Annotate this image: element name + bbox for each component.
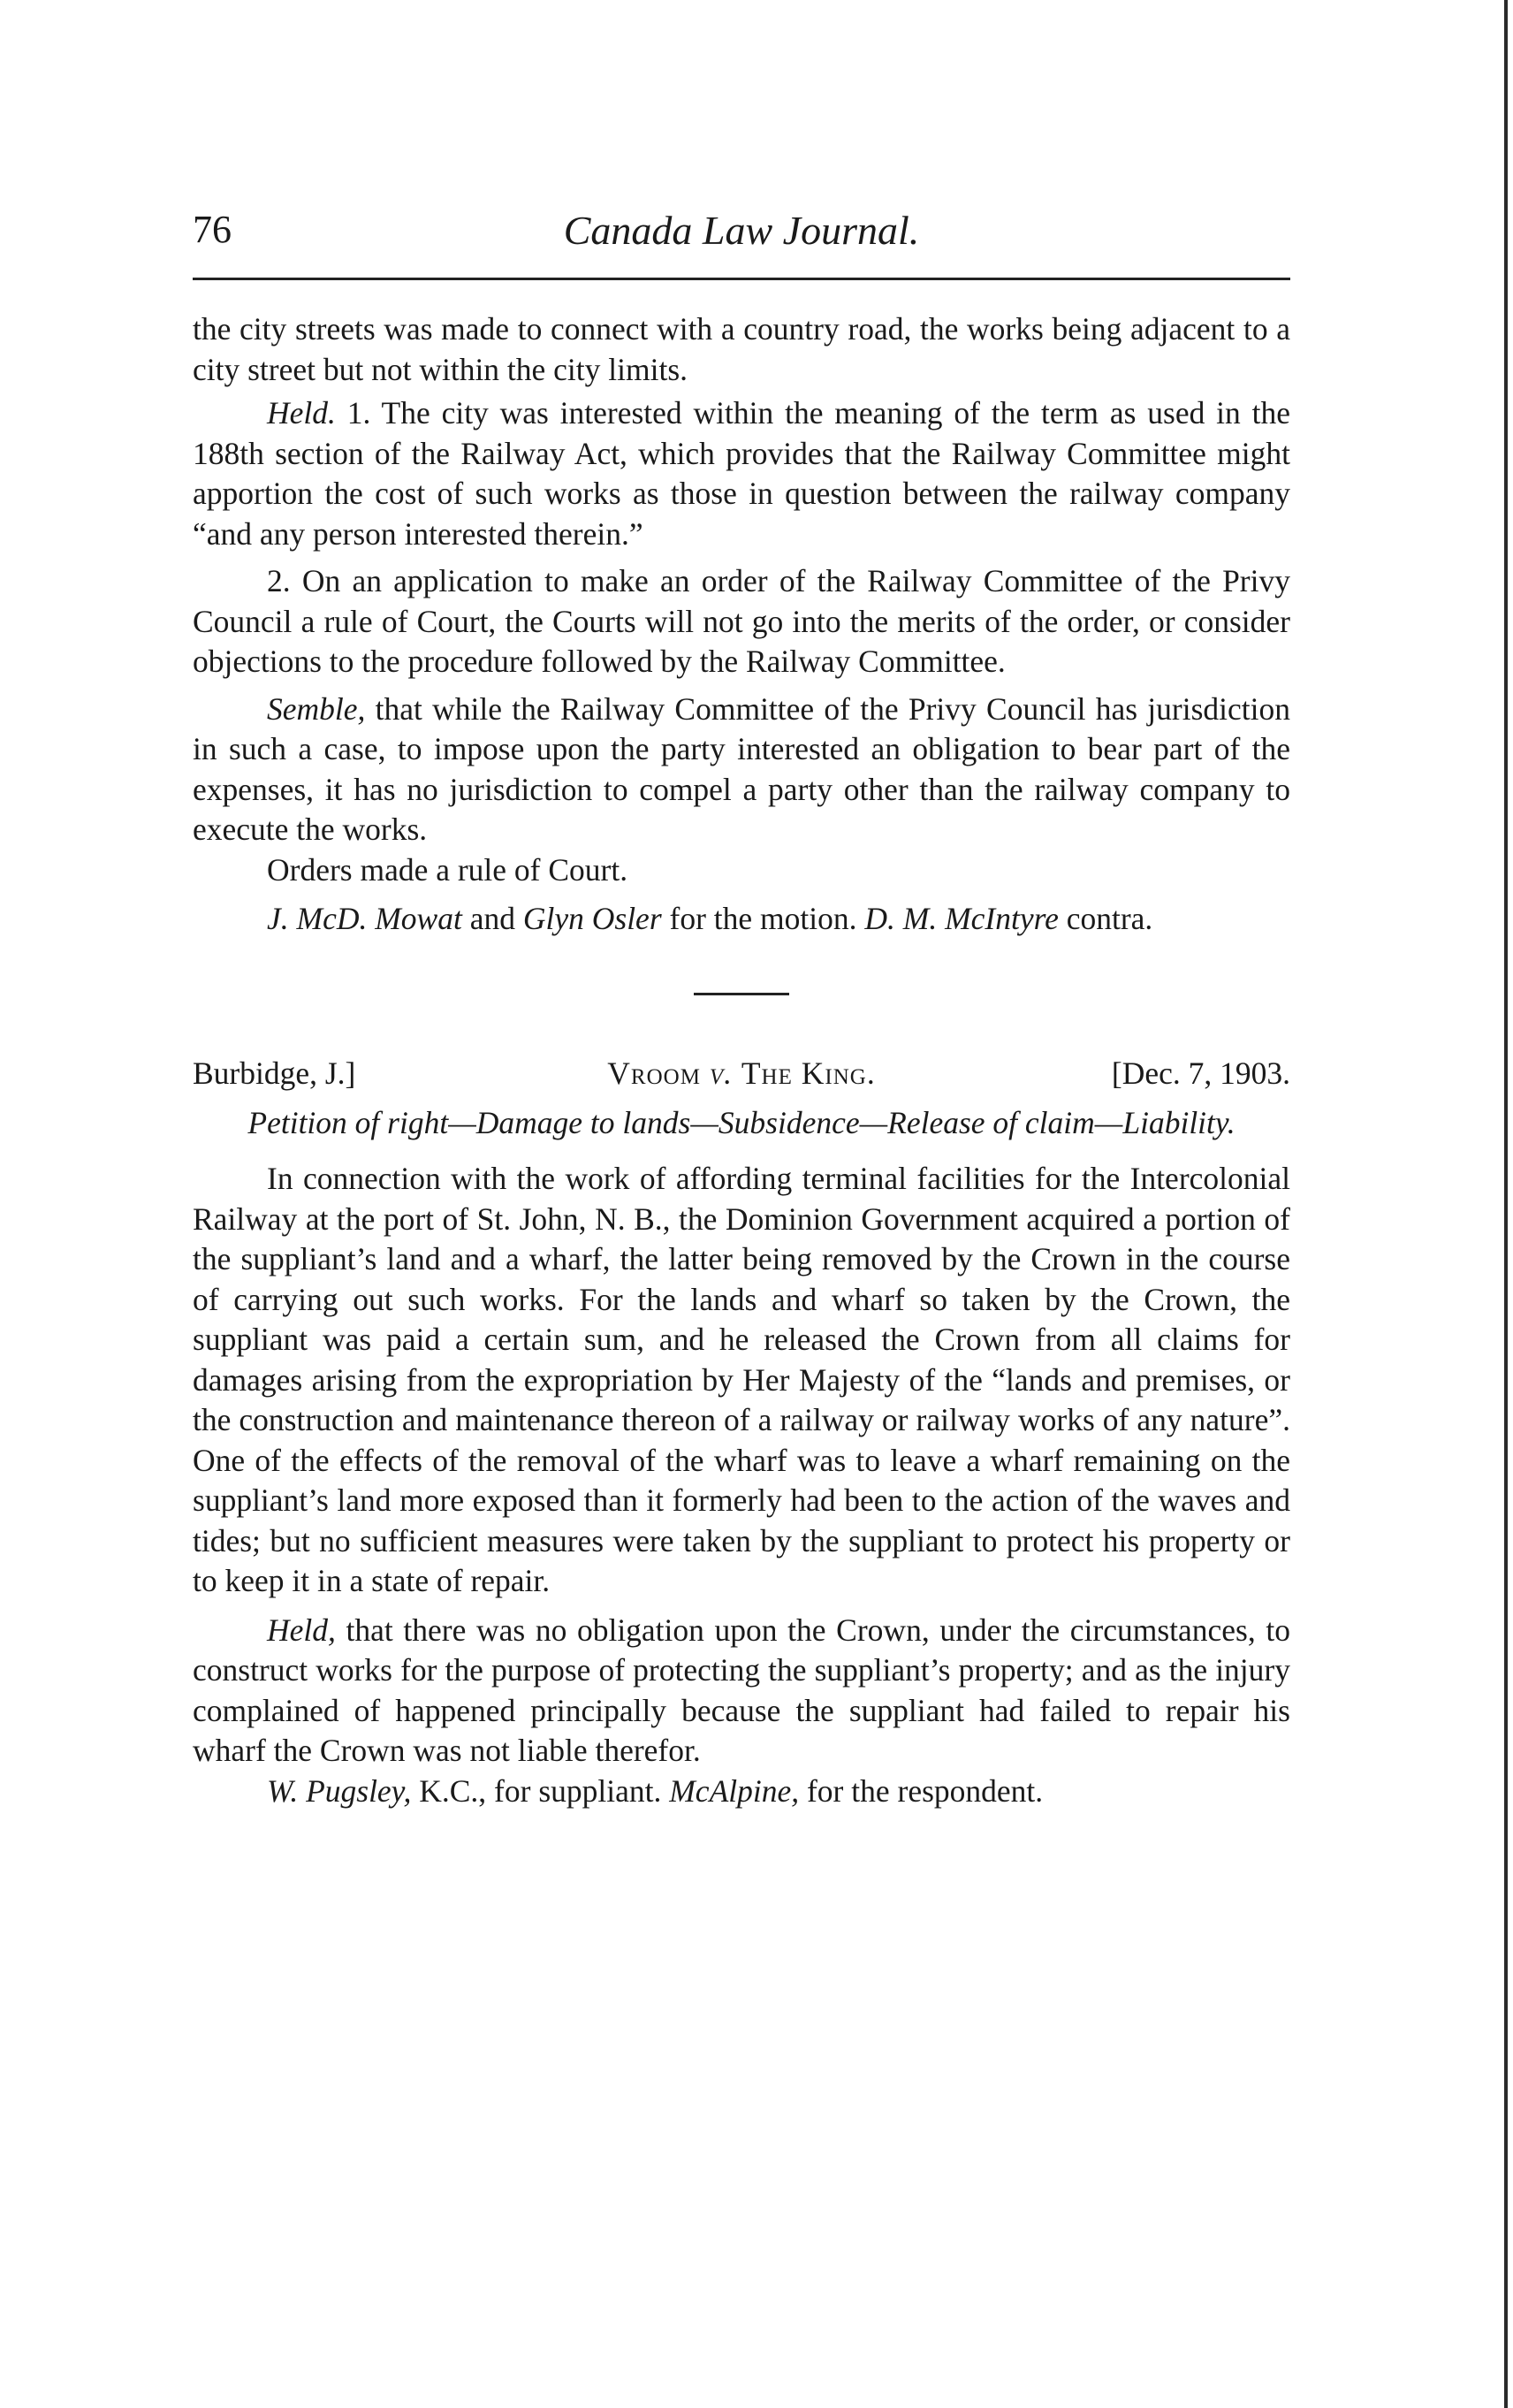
semble-text: that while the Railway Committee of the Privy Council has jurisdiction in such a case, to impose upon the party interested an obligation to bear part of the expenses, it has no jurisdiction to compel a party other than the railway company to execute the works.: [193, 690, 1290, 847]
orders-line: Orders made a rule of Court.: [267, 851, 628, 888]
case-heading: [193, 1054, 1290, 1094]
counsel-name-mcalpine: McAlpine,: [669, 1772, 800, 1809]
counsel-paragraph-2: [193, 1772, 1290, 1812]
held-paragraph: [193, 393, 1290, 554]
counsel-and: and: [461, 901, 523, 936]
point-two-paragraph: 2. On an application to make an order of the Railway Committee of the Privy Council a rule of Court, the Courts will not go into the merits of the order, or consider objections to the procedure followed by the Railway Committee.: [193, 563, 1290, 679]
held-text: 1. The city was interested within the meaning of the term as used in the 188th section of the Railway Act, which provides that the Railway Committee might apportion the cost of such works as those in question between the railway company “and any person interested therein.”: [193, 395, 1290, 552]
counsel-name-pugsley: W. Pugsley,: [267, 1772, 412, 1809]
case-facts-paragraph: In connection with the work of affording terminal facilities for the Intercolonial Railway at the port of St. John, N. B., the Dominion Government acquired a portion of the suppliant’s land and a wharf, the latter being removed by the Crown in the course of carrying out such works. For the lands and wharf so taken by the Crown, the suppliant was paid a certain sum, and he released the Crown from all claims for damages arising from the expropriation by Her Majesty of the “lands and premises, or the construction and maintenance thereon of a railway or railway works of any nature”. One of the effects of the removal of the wharf was to leave a wharf remaining on the suppliant’s land more exposed than it formerly had been to the action of the waves and tides; but no sufficient measures were taken by the suppliant to protect his property or to keep it in a state of repair.: [193, 1161, 1290, 1598]
page-body: [193, 309, 1290, 1811]
held-label-2: Held,: [267, 1612, 336, 1648]
counsel-name-mowat: J. McD. Mowat: [267, 901, 462, 936]
held-label: Held.: [267, 395, 336, 431]
counsel-for-motion: for the motion.: [661, 901, 865, 936]
section-divider: [694, 993, 789, 995]
case-title-party-1: Vroom: [607, 1055, 701, 1091]
held-paragraph-2: [193, 1611, 1290, 1772]
case-continued: [193, 309, 1290, 940]
page-edge-line: [1504, 0, 1508, 2408]
semble-paragraph: [193, 690, 1290, 850]
case-date: [Dec. 7, 1903.: [1111, 1055, 1290, 1091]
counsel-for-respondent: for the respondent.: [799, 1772, 1044, 1809]
counsel-for-suppliant: K.C., for suppliant.: [411, 1772, 670, 1809]
case-continuation-text: the city streets was made to connect with a country road, the works being adjacent to a city street but not within the city limits.: [193, 311, 1290, 387]
page-header: [193, 202, 1290, 280]
counsel-paragraph: [193, 899, 1290, 940]
counsel-name-mcintyre: D. M. McIntyre: [864, 901, 1059, 936]
case-vroom-v-king: [193, 1054, 1290, 1812]
page-number: 76: [193, 208, 232, 251]
counsel-contra: contra.: [1058, 901, 1153, 936]
held-text-2: that there was no obligation upon the Crown, under the circumstances, to construct works for the purpose of protecting the suppliant’s property; and as the injury complained of happened principally because the suppliant had failed to repair his wharf the Crown was not liable therefor.: [193, 1612, 1290, 1768]
counsel-name-osler: Glyn Osler: [522, 901, 662, 936]
case-title-party-2: The King.: [741, 1055, 876, 1091]
judge-name: Burbidge, J.]: [193, 1055, 356, 1091]
journal-title: Canada Law Journal.: [563, 208, 920, 253]
semble-label: Semble,: [267, 690, 366, 727]
case-headnote: Petition of right—Damage to lands—Subsidence—Release of claim—Liability.: [247, 1104, 1235, 1140]
case-title-versus: v.: [700, 1055, 741, 1091]
